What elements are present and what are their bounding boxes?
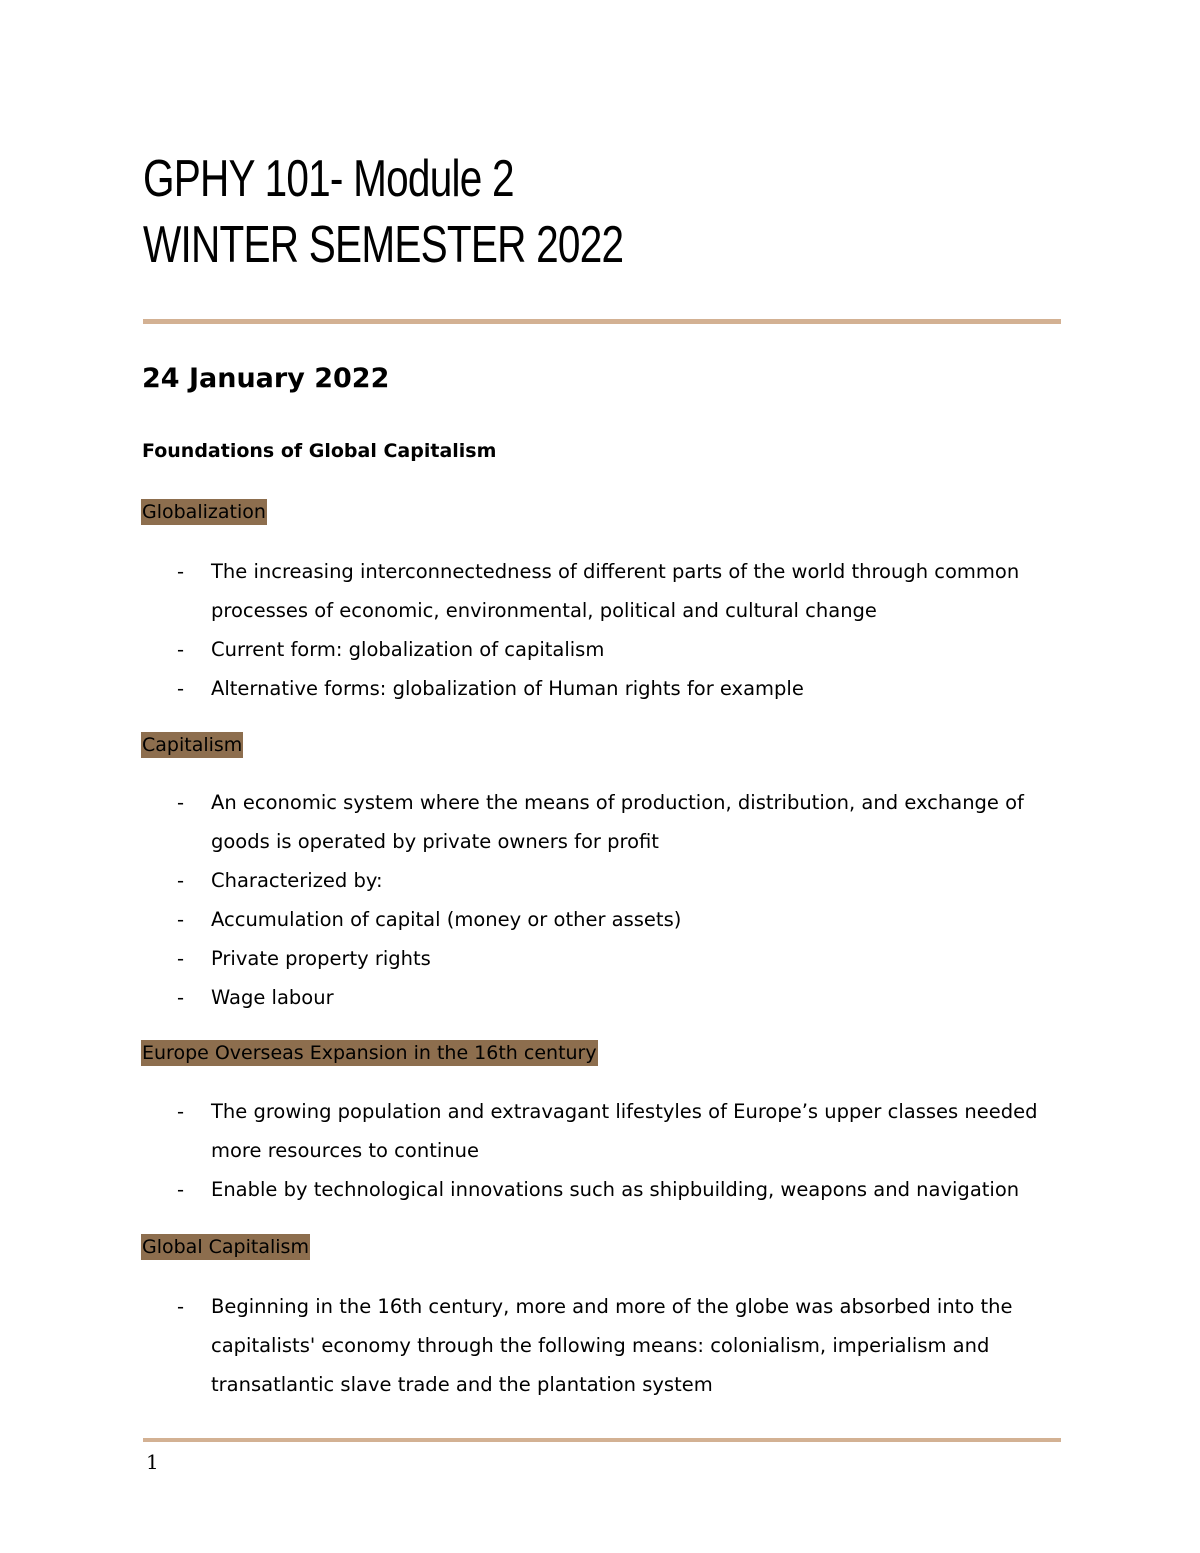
bullet-list-capitalism bbox=[0, 783, 1071, 1017]
bullet-marker: - bbox=[177, 791, 185, 814]
bullet-marker: - bbox=[177, 986, 185, 1009]
bullet-marker: - bbox=[177, 677, 185, 700]
list-item bbox=[0, 861, 1071, 900]
bullet-text: Alternative forms: globalization of Human rights for example bbox=[211, 677, 804, 700]
list-item bbox=[0, 900, 1071, 939]
bullet-marker: - bbox=[177, 638, 185, 661]
bullet-marker: - bbox=[177, 1100, 185, 1123]
list-item bbox=[0, 783, 1071, 861]
section-label-global-capitalism: Global Capitalism bbox=[142, 1236, 309, 1258]
bullet-list-global-capitalism bbox=[0, 1287, 1071, 1404]
bullet-text: Wage labour bbox=[211, 986, 334, 1009]
bullet-text: Beginning in the 16th century, more and more of the globe was absorbed into the capitalists' economy through the following means: colonialism, imperialism and transatlantic slave trade and the plantation system bbox=[211, 1295, 1013, 1396]
bullet-text: Current form: globalization of capitalism bbox=[211, 638, 605, 661]
list-item bbox=[0, 669, 1071, 708]
lecture-subheading: Foundations of Global Capitalism bbox=[142, 440, 497, 462]
section-label-globalization: Globalization bbox=[142, 501, 266, 523]
bullet-marker: - bbox=[177, 908, 185, 931]
bullet-text: The growing population and extravagant lifestyles of Europe’s upper classes needed more resources to continue bbox=[211, 1100, 1038, 1162]
title-semester: WINTER SEMESTER 2022 bbox=[143, 216, 624, 274]
section-label-europe-expansion: Europe Overseas Expansion in the 16th century bbox=[142, 1042, 597, 1064]
bullet-text: Characterized by: bbox=[211, 869, 383, 892]
section-label-capitalism: Capitalism bbox=[142, 734, 243, 756]
bullet-marker: - bbox=[177, 1178, 185, 1201]
list-item bbox=[0, 552, 1071, 630]
document-title bbox=[143, 146, 623, 278]
lecture-date: 24 January 2022 bbox=[142, 363, 390, 394]
list-item bbox=[0, 978, 1071, 1017]
footer-divider bbox=[143, 1438, 1061, 1442]
list-item bbox=[0, 630, 1071, 669]
page-number: 1 bbox=[146, 1450, 159, 1474]
bullet-text: Accumulation of capital (money or other assets) bbox=[211, 908, 682, 931]
list-item bbox=[0, 939, 1071, 978]
bullet-list-europe-expansion bbox=[0, 1092, 1071, 1209]
header-divider bbox=[143, 319, 1061, 324]
bullet-marker: - bbox=[177, 560, 185, 583]
list-item bbox=[0, 1170, 1071, 1209]
bullet-marker: - bbox=[177, 1295, 185, 1318]
bullet-text: An economic system where the means of production, distribution, and exchange of goods is operated by private owners for profit bbox=[211, 791, 1024, 853]
list-item bbox=[0, 1287, 1071, 1404]
bullet-text: Enable by technological innovations such as shipbuilding, weapons and navigation bbox=[211, 1178, 1020, 1201]
bullet-text: The increasing interconnectedness of different parts of the world through common processes of economic, environmental, political and cultural change bbox=[211, 560, 1020, 622]
bullet-marker: - bbox=[177, 869, 185, 892]
list-item bbox=[0, 1092, 1071, 1170]
bullet-text: Private property rights bbox=[211, 947, 431, 970]
title-course: GPHY 101- Module 2 bbox=[143, 150, 514, 208]
bullet-list-globalization bbox=[0, 552, 1071, 708]
bullet-marker: - bbox=[177, 947, 185, 970]
